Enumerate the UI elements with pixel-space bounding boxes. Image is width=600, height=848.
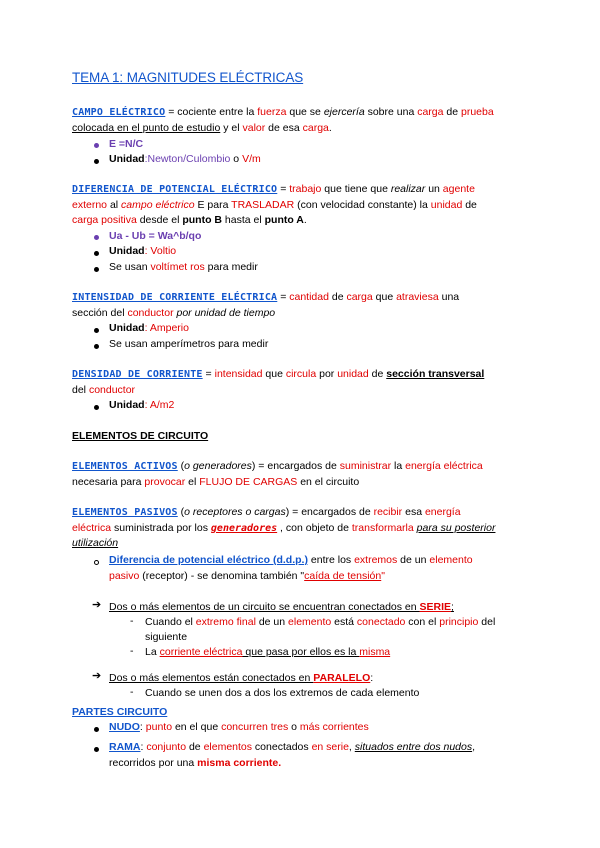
text: que pasa por ellos es la — [242, 646, 360, 658]
text: con el — [405, 616, 440, 628]
text: conductor — [88, 383, 136, 396]
text: o receptores o cargas — [184, 506, 286, 518]
text: ; — [451, 601, 454, 613]
dash-icon: - — [130, 645, 134, 657]
text: punto B — [182, 214, 222, 226]
serie-sub-1 — [145, 615, 530, 645]
text: valor — [242, 121, 266, 134]
text: recibir — [373, 506, 403, 518]
text: Unidad — [109, 245, 145, 257]
paralelo-sub-1: Cuando se unen dos a dos los extremos de cada elemento — [145, 687, 420, 699]
bullet-icon — [94, 727, 99, 732]
text: que se — [286, 106, 324, 118]
densidad-heading: DENSIDAD DE CORRIENTE — [72, 369, 203, 380]
bullet-icon — [94, 267, 99, 272]
text: para su posterior — [416, 521, 496, 534]
text: la — [391, 460, 406, 472]
text: = — [277, 183, 290, 195]
text: de un — [255, 616, 289, 628]
text: principio — [439, 616, 479, 628]
text: punto — [145, 721, 173, 733]
text: : — [370, 672, 374, 684]
circle-bullet-icon — [94, 560, 99, 565]
intensidad-medir: Se usan amperímetros para medir — [109, 338, 269, 350]
text: carga positiva — [72, 214, 137, 226]
text: de — [462, 198, 477, 211]
text: voltímet ros — [150, 261, 205, 273]
text: Unidad — [109, 322, 145, 334]
text: tres — [270, 721, 289, 733]
text: de un — [397, 554, 430, 566]
serie-item — [109, 600, 454, 615]
text: :Newton/Culombio — [144, 153, 231, 165]
text: entre los — [307, 554, 355, 566]
text: misma — [359, 646, 391, 658]
bullet-icon — [94, 328, 99, 333]
text: Diferencia de potencial eléctrico (d.d.p.) — [109, 554, 308, 566]
text: V/m — [242, 153, 261, 165]
text: o generadores — [184, 460, 252, 472]
partes-nudo — [109, 720, 369, 735]
text: = cociente entre la — [165, 106, 258, 118]
text: eléctrica — [72, 521, 112, 534]
text: por — [316, 368, 338, 380]
text: cantidad — [289, 291, 329, 303]
text: de — [328, 291, 347, 303]
dash-icon: - — [130, 615, 134, 627]
text: Unidad — [109, 399, 145, 411]
text: energía eléctrica — [405, 460, 483, 472]
text: SERIE — [419, 601, 452, 613]
intensidad-unidad — [109, 321, 189, 336]
text: y el — [220, 121, 243, 134]
text: , con objeto de — [277, 521, 352, 534]
ddp-formula: Ua - Ub = Wa^b/qo — [109, 230, 202, 242]
partes-heading: PARTES CIRCUITO — [72, 706, 168, 718]
bullet-icon — [94, 405, 99, 410]
text: transformarla — [351, 521, 414, 534]
text: hasta el — [222, 214, 265, 226]
text: : — [140, 741, 147, 753]
text: en serie — [311, 741, 349, 753]
text: Dos o más elementos de un circuito se encuentran conectados en — [109, 601, 420, 613]
bullet-icon — [94, 747, 99, 752]
text: prueba — [461, 106, 494, 118]
text: está — [331, 616, 357, 628]
text: circula — [285, 368, 317, 380]
text: del — [72, 383, 89, 396]
text: ( — [177, 460, 185, 472]
text: más corrientes — [299, 721, 369, 733]
text: esa — [402, 506, 425, 518]
campo-unidad — [109, 152, 261, 167]
ddp-paragraph — [72, 182, 532, 229]
text: necesaria para — [72, 475, 145, 488]
text: = — [202, 368, 215, 380]
campo-electrico-heading: CAMPO ELÉCTRICO — [72, 107, 166, 118]
text: suministrada por los — [111, 521, 211, 534]
activos-heading: ELEMENTOS ACTIVOS — [72, 461, 178, 472]
campo-formula: E =N/C — [109, 138, 144, 150]
text: sección transversal — [386, 368, 485, 380]
text: campo eléctrico — [121, 198, 195, 211]
bullet-icon — [94, 251, 99, 256]
text: Unidad — [109, 153, 145, 165]
text: siguiente — [145, 631, 188, 643]
text: La — [145, 646, 160, 658]
text: unidad — [337, 368, 369, 380]
text: de — [368, 368, 387, 380]
bullet-icon — [94, 344, 99, 349]
intensidad-paragraph — [72, 290, 532, 321]
text: Se usan — [109, 261, 151, 273]
text: que — [262, 368, 286, 380]
text: misma corriente. — [197, 756, 282, 769]
text: sobre una — [364, 106, 418, 118]
ddp-unidad — [109, 244, 176, 259]
activos-paragraph — [72, 459, 532, 490]
text: una — [438, 291, 460, 303]
text: suministrar — [339, 460, 392, 472]
text: conectados — [252, 741, 312, 753]
arrow-right-icon: ➔ — [92, 599, 102, 611]
densidad-paragraph — [72, 367, 532, 398]
text: unidad — [430, 198, 463, 211]
text: : Voltio — [144, 245, 177, 257]
text: pasivo — [109, 569, 140, 582]
text: corriente eléctrica — [159, 646, 243, 658]
text: , — [348, 741, 355, 753]
text: carga — [346, 291, 373, 303]
text: realizar — [390, 183, 426, 195]
text: externo — [72, 198, 108, 211]
text: Cuando el — [145, 616, 196, 628]
text: desde el — [136, 214, 183, 226]
text: ejercería — [323, 106, 365, 118]
text: generadores — [210, 522, 278, 534]
text: punto A — [264, 214, 304, 226]
text: extremo final — [195, 616, 256, 628]
text: o — [230, 153, 243, 165]
densidad-unidad — [109, 398, 174, 413]
text: elementos — [203, 741, 253, 753]
text: caída de tensión — [304, 569, 382, 582]
text: extremos — [354, 554, 398, 566]
text: sección del — [72, 306, 128, 319]
text: elemento — [429, 554, 473, 566]
dash-icon: - — [130, 686, 134, 698]
text: que tiene que — [321, 183, 391, 195]
bullet-icon — [94, 235, 99, 240]
arrow-right-icon: ➔ — [92, 670, 102, 682]
intensidad-heading: INTENSIDAD DE CORRIENTE ELÉCTRICA — [72, 292, 278, 303]
text: o — [288, 721, 300, 733]
text: : A/m2 — [144, 399, 175, 411]
bullet-icon — [94, 159, 99, 164]
text: carga — [417, 106, 444, 118]
pasivos-ddp-item — [109, 553, 529, 584]
text: ) = encargados de — [285, 506, 374, 518]
text: agente — [442, 183, 475, 195]
text: conjunto — [146, 741, 187, 753]
text: . — [303, 214, 307, 226]
text: NUDO — [109, 721, 140, 733]
text: concurren — [221, 721, 268, 733]
text: FLUJO DE CARGAS — [199, 475, 298, 488]
text: carga — [302, 121, 329, 134]
text: provocar — [144, 475, 186, 488]
text: fuerza — [257, 106, 287, 118]
text: recorridos por una — [109, 756, 198, 769]
text: en el circuito — [297, 475, 360, 488]
text: conductor — [127, 306, 174, 319]
text: elemento — [288, 616, 332, 628]
text: PARALELO — [313, 672, 371, 684]
text: energía — [424, 506, 461, 518]
text: conectado — [356, 616, 406, 628]
text: trabajo — [289, 183, 322, 195]
pasivos-heading: ELEMENTOS PASIVOS — [72, 507, 178, 518]
text: ( — [177, 506, 185, 518]
text: = — [277, 291, 290, 303]
serie-sub-2 — [145, 645, 390, 660]
bullet-icon — [94, 143, 99, 148]
text: : — [139, 721, 146, 733]
text: al — [107, 198, 122, 211]
text: (receptor) - se denomina también " — [139, 569, 305, 582]
text: E para — [194, 198, 232, 211]
ddp-heading: DIFERENCIA DE POTENCIAL ELÉCTRICO — [72, 184, 278, 195]
partes-rama — [109, 740, 529, 771]
text: que — [372, 291, 397, 303]
text: de esa — [265, 121, 303, 134]
text: colocada en el punto de estudio — [72, 121, 221, 134]
text: " — [381, 569, 385, 582]
text: utilización — [72, 537, 119, 549]
text: , — [472, 741, 476, 753]
text: el — [185, 475, 200, 488]
text: . — [328, 121, 332, 134]
text: situados entre dos nudos — [354, 741, 473, 753]
campo-electrico-paragraph — [72, 105, 532, 136]
text: Dos o más elementos están conectados en — [109, 672, 314, 684]
text: de — [186, 741, 204, 753]
text: (con velocidad constante) la — [294, 198, 431, 211]
text: para medir — [204, 261, 258, 273]
ddp-medir — [109, 260, 258, 275]
text: del — [478, 616, 496, 628]
paralelo-item — [109, 671, 373, 686]
text: un — [425, 183, 443, 195]
text: por unidad de tiempo — [173, 306, 276, 319]
text: ) = encargados de — [251, 460, 340, 472]
elementos-heading: ELEMENTOS DE CIRCUITO — [72, 430, 209, 442]
text: atraviesa — [396, 291, 439, 303]
page-title: TEMA 1: MAGNITUDES ELÉCTRICAS — [72, 70, 304, 85]
text: en el que — [172, 721, 222, 733]
text: de — [443, 106, 461, 118]
pasivos-paragraph — [72, 505, 532, 552]
text: RAMA — [109, 741, 141, 753]
text: intensidad — [214, 368, 263, 380]
text: TRASLADAR — [231, 198, 295, 211]
text: : Amperio — [144, 322, 189, 334]
